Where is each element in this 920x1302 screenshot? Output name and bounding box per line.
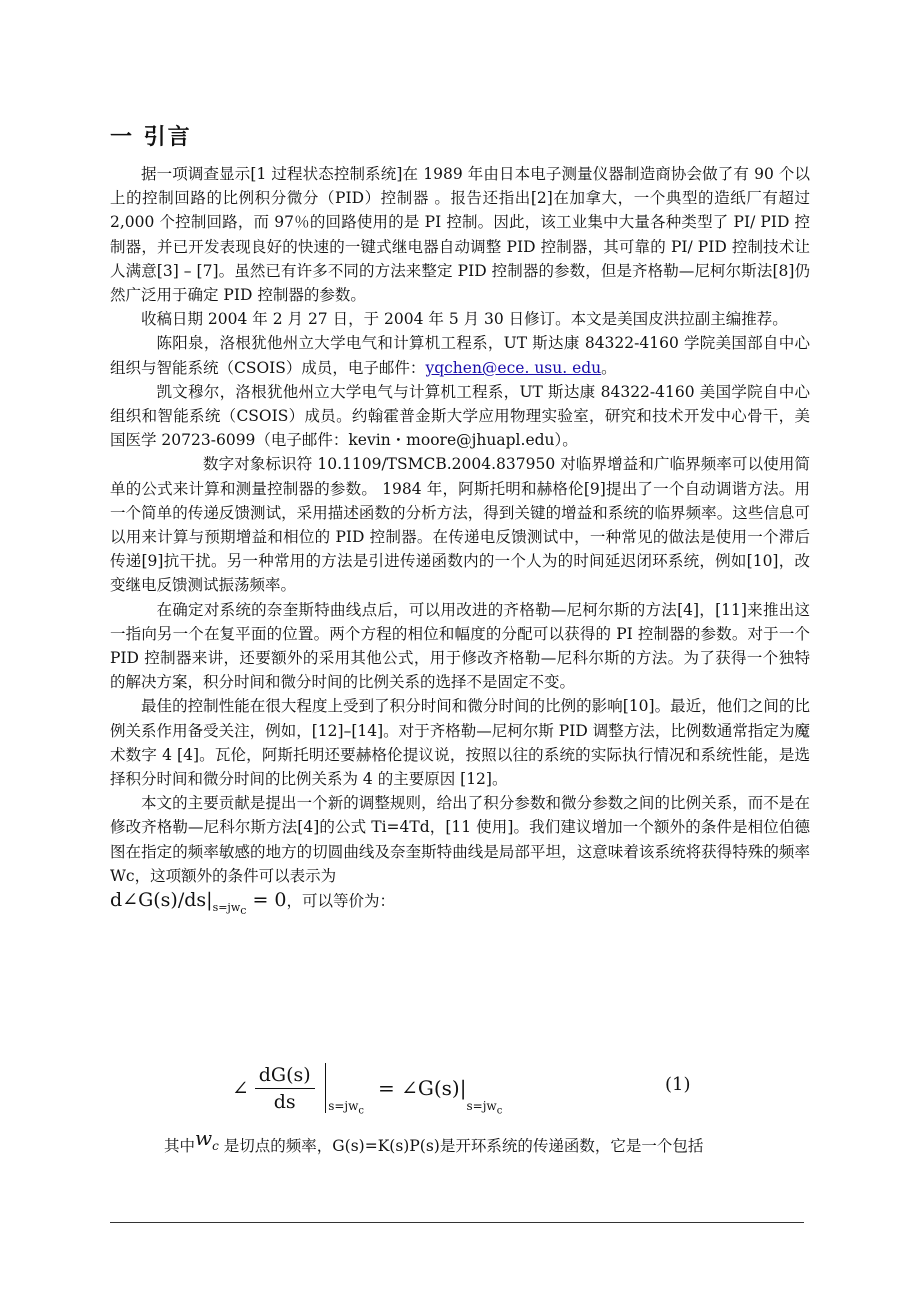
- section-heading: 一 引言: [110, 125, 192, 150]
- paragraph-doi: 数字对象标识符 10.1109/TSMCB.2004.837950 对临界增益和广临界频率可以使用简单的公式来计算和测量控制器的参数。 1984 年，阿斯托明和赫格伦[9]提出了一个自动调谐方法。用一个简单的传递反馈测试，采用描述函数的分析方法，得到关键的增益和系统的临界频率。这些信息可以用来计算与预期增益和相位的 PID 控制器。在传递电反馈测试中，一种常见的做法是使用一个滞后传递[9]抗干扰。另一种常用的方法是引进传递函数内的一个人为的时间延迟闭环系统，例如[10]，改变继电反馈测试振荡频率。: [110, 455, 810, 595]
- paragraph-author-chen: [110, 331, 810, 379]
- body-text: [110, 162, 810, 923]
- equation-body: [232, 1058, 502, 1118]
- angle-symbol: ∠: [232, 1076, 249, 1100]
- derivative-fraction: [255, 1062, 315, 1115]
- paragraph-wc: [110, 1126, 810, 1164]
- eval-sub-text: s=jw: [328, 1098, 359, 1113]
- inline-math-sub-c: c: [240, 904, 247, 918]
- inline-math-sub: s=jw: [212, 900, 241, 914]
- evaluation-bar: [325, 1063, 327, 1113]
- evaluation-subscript: [328, 1099, 364, 1116]
- eval-sub-c: c: [358, 1105, 365, 1116]
- rhs-sub-c: c: [496, 1105, 503, 1116]
- rhs-subscript: [466, 1099, 502, 1116]
- inline-math-body: d∠G(s)/ds|: [110, 889, 213, 912]
- fraction-numerator: dG(s): [255, 1062, 315, 1089]
- paragraph-received-date: 收稿日期 2004 年 2 月 27 日，于 2004 年 5 月 30 日修订。本文是美国皮洪拉副主编推荐。: [141, 310, 788, 329]
- equation-number: (1): [665, 1074, 691, 1095]
- rhs-sub-text: s=jw: [466, 1098, 497, 1113]
- author-chen-text: 陈阳泉，洛根犹他州立大学电气和计算机工程系，UT 斯达康 84322-4160 学院美国部自中心组织与智能系统（CSOIS）成员，电子邮件：: [110, 334, 810, 377]
- contribution-text: 本文的主要贡献是提出一个新的调整规则，给出了积分参数和微分参数之间的比例关系，而不是在修改齐格勒—尼科尔斯方法[4]的公式 Ti=4Td，[11 使用]。我们建议增加一个额外的条件是相位伯德图在指定的频率敏感的地方的切圆曲线及奈奎斯特曲线是局部平坦，这意味着该系统将获得特殊的频率 Wc，这项额外的条件可以表示为: [110, 794, 810, 885]
- paragraph-ratio: 最佳的控制性能在很大程度上受到了积分时间和微分时间的比例的影响[10]。最近，他们之间的比例关系作用备受关注，例如，[12]–[14]。对于齐格勒—尼柯尔斯 PID 调整方法，比例数通常指定为魔术数字 4 [4]。瓦伦，阿斯托明还要赫格伦提议说，按照以往的系统的实际执行情况和系统性能，是选择积分时间和微分时间的比例关系为 4 的主要原因 [12]。: [110, 697, 810, 789]
- inline-math-tail: = 0: [246, 889, 287, 912]
- paragraph-contribution: [110, 791, 810, 923]
- paragraph-author-moore: 凯文穆尔，洛根犹他州立大学电气与计算机工程系，UT 斯达康 84322-4160 美国学院自中心组织和智能系统（CSOIS）成员。约翰霍普金斯大学应用物理实验室，研究和技术开发中心骨干，美国医学 20723-6099（电子邮件：kevin・moore@jhuapl.edu）。: [110, 382, 810, 450]
- wc-symbol: [195, 1126, 219, 1153]
- wc-pre: 其中: [164, 1137, 196, 1155]
- paragraph-nyquist: 在确定对系统的奈奎斯特曲线点后，可以用改进的齐格勒—尼柯尔斯的方法[4]，[11]来推出这一指向另一个在复平面的位置。两个方程的相位和幅度的分配可以获得的 PI 控制器的参数。对于一个 PID 控制器来讲，还要额外的采用其他公式，用于修改齐格勒—尼科尔斯的方法。为了获得一个独特的解决方案，积分时间和微分时间的比例关系的选择不是固定不变。: [110, 600, 810, 692]
- inline-condition-math: [110, 889, 287, 918]
- fraction-denominator: ds: [273, 1090, 296, 1113]
- equation-rhs: = ∠G(s)|: [378, 1076, 467, 1100]
- footer-divider: [110, 1222, 804, 1223]
- wc-post: 是切点的频率，G(s)=K(s)P(s)是开环系统的传递函数，它是一个包括: [218, 1137, 704, 1155]
- author-chen-end: 。: [601, 358, 617, 377]
- email-link[interactable]: yqchen@ece. usu. edu: [425, 358, 602, 377]
- contribution-end: ，可以等价为：: [286, 892, 396, 911]
- equation-1: [110, 1058, 810, 1118]
- paragraph-survey: 据一项调查显示[1 过程状态控制系统]在 1989 年由日本电子测量仪器制造商协会做了有 90 个以上的控制回路的比例积分微分（PID）控制器 。报告还指出[2]在加拿大，一个典型的造纸厂有超过 2,000 个控制回路，而 97％的回路使用的是 PI 控制。因此，该工业集中大量各种类型了 PI/ PID 控制器，并已开发表现良好的快速的一键式继电器自动调整 PID 控制器，其可靠的 PI/ PID 控制技术让人满意[3] – [7]。虽然已有许多不同的方法来整定 PID 控制器的参数，但是齐格勒—尼柯尔斯法[8]仍然广泛用于确定 PID 控制器的参数。: [110, 165, 810, 305]
- wc-symbol-c: c: [212, 1139, 219, 1153]
- wc-symbol-w: w: [195, 1126, 213, 1150]
